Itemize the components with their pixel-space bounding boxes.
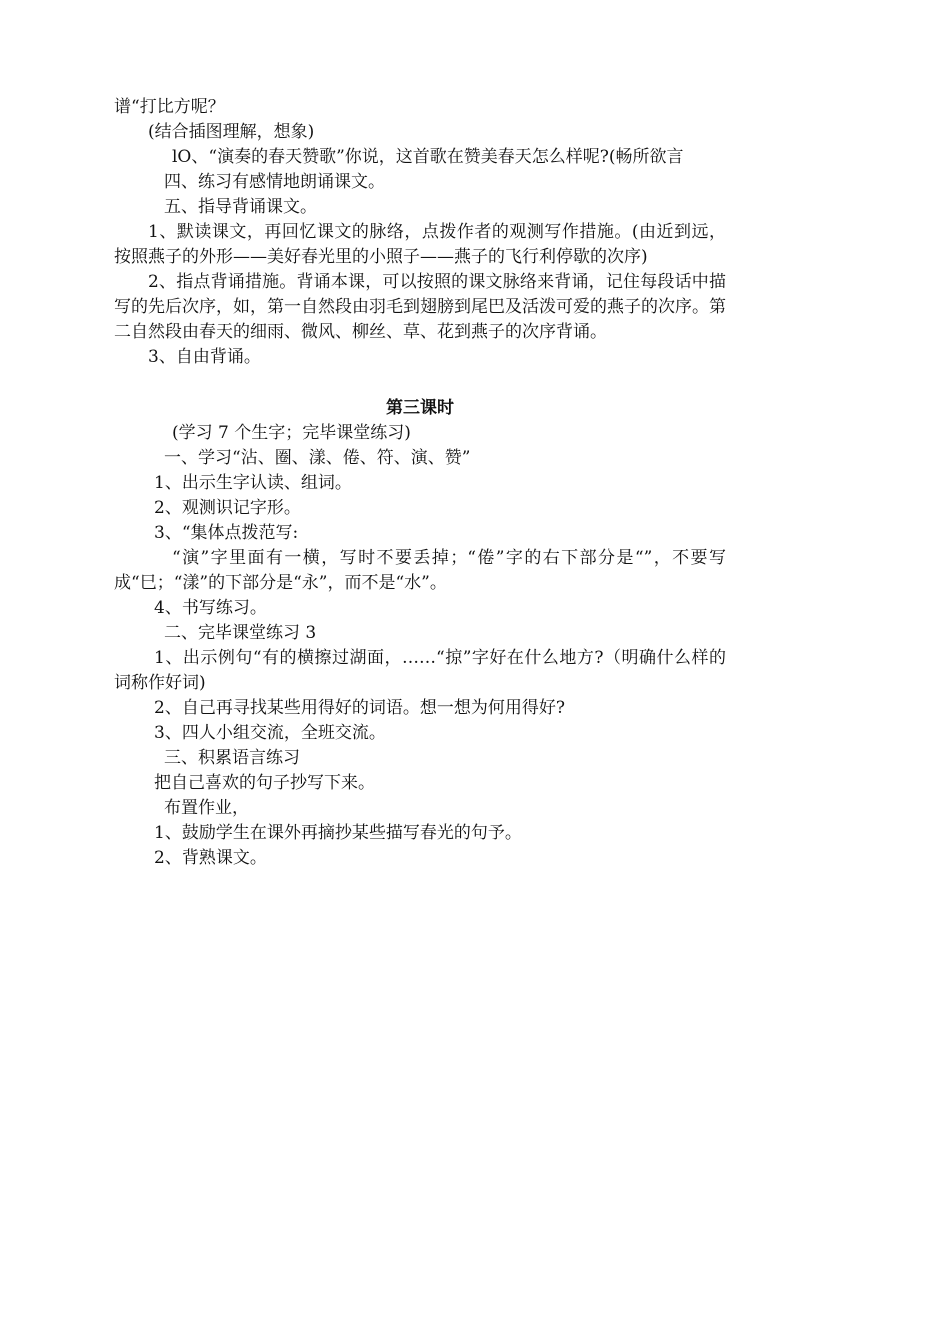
paragraph: (结合插图理解，想象) xyxy=(148,122,315,142)
paragraph: “演”字里面有一横，写时不要丢掉；“倦”字的右下部分是“”，不要写成“巳；“漾”的下部分是“永”，而不是“水”。 xyxy=(114,548,726,593)
paragraph: 把自己喜欢的句子抄写下来。 xyxy=(154,773,375,793)
paragraph: 布置作业， xyxy=(164,798,249,818)
paragraph: 2、背熟课文。 xyxy=(154,848,267,868)
document-body xyxy=(114,95,726,871)
paragraph: 1、出示生字认读、组词。 xyxy=(154,473,352,493)
paragraph: 3、四人小组交流，全班交流。 xyxy=(154,723,386,743)
paragraph: 三、积累语言练习 xyxy=(164,748,300,768)
paragraph: 2、指点背诵措施。背诵本课，可以按照的课文脉络来背诵，记住每段话中描写的先后次序，如，第一自然段由羽毛到翅膀到尾巴及活泼可爱的燕子的次序。第二自然段由春天的细雨、微风、柳丝、草、花到燕子的次序背诵。 xyxy=(114,272,726,342)
paragraph: 1、默读课文，再回忆课文的脉络，点拨作者的观测写作措施。(由近到远，按照燕子的外形——美好春光里的小照子——燕子的飞行利停歇的次序) xyxy=(114,222,726,267)
paragraph: lO、“演奏的春天赞歌”你说，这首歌在赞美春天怎么样呢?(畅所欲言 xyxy=(172,147,684,167)
paragraph: 1、鼓励学生在课外再摘抄某些描写春光的句予。 xyxy=(154,823,522,843)
paragraph: 谱“打比方呢？ xyxy=(114,97,225,117)
paragraph: 1、出示例句“有的横擦过湖面，……“掠”字好在什么地方?（明确什么样的词称作好词) xyxy=(114,648,726,693)
paragraph: 2、观测识记字形。 xyxy=(154,498,301,518)
paragraph: 四、练习有感情地朗诵课文。 xyxy=(164,172,385,192)
paragraph: 五、指导背诵课文。 xyxy=(164,197,317,217)
paragraph: 2、自己再寻找某些用得好的词语。想一想为何用得好? xyxy=(154,698,565,718)
section-gap xyxy=(114,370,726,396)
paragraph: 3、自由背诵。 xyxy=(148,347,261,367)
paragraph: 4、书写练习。 xyxy=(154,598,267,618)
lesson-title: 第三课时 xyxy=(386,398,454,418)
paragraph: 一、学习“沾、圈、漾、倦、符、演、赞” xyxy=(164,448,471,468)
paragraph: 二、完毕课堂练习 3 xyxy=(164,623,317,643)
paragraph: (学习 7 个生字；完毕课堂练习) xyxy=(172,423,411,443)
paragraph: 3、“集体点拨范写: xyxy=(154,523,299,543)
